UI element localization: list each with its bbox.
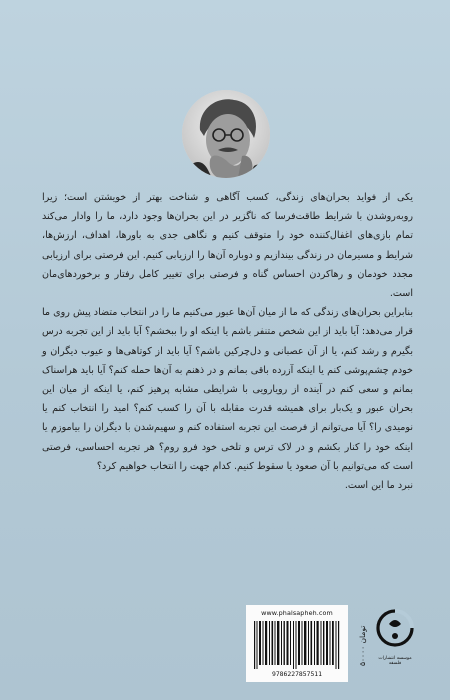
- back-cover-text: [42, 188, 413, 495]
- barcode-box: [246, 605, 348, 682]
- publisher-website: www.phalsapheh.com: [261, 609, 333, 617]
- price-label: ۵۰۰۰۰ تومان: [358, 625, 367, 667]
- publisher-mark: [375, 606, 415, 676]
- paragraph-3: نبرد ما این است.: [344, 480, 413, 492]
- author-portrait: [182, 90, 270, 178]
- paragraph-2: بنابراین بحران‌های زندگی که ما از میان آن‌ها عبور می‌کنیم ما را در انتخاب متضاد پیش روی ما قرار می‌دهد: آیا باید از این شخص متنفر باشم یا اینکه او را ببخشم؟ آیا باید از این تجربه درس بگیرم و رشد کنم، یا از آن عصبانی و دل‌چرکین باشم؟ آیا باید از کوتاهی‌ها و عیوب دیگران و خودم چشم‌پوشی کنم یا اینکه آزرده باقی بمانم و در ذهنم به آن‌ها حمله کنم؟ آیا باید هراسناک بمانم و سعی کنم در آینده از رویارویی با شرایطی مشابه پرهیز کنم، یا اینکه از میان این بحران عبور و یک‌بار برای همیشه قدرت مقابله با آن را کسب کنم؟ امید را انتخاب کنم یا نومیدی را؟ آیا می‌توانم از فرصت این تجربه استفاده کنم و سهیم‌شدن با دیگران را بیاموزم یا اینکه خود را کنار بکشم و در لاک ترس و تلخی خود فرو روم؟ هر تجربه احساسی، فرصتی است که می‌توانیم با آن صعود یا سقوط کنیم. کدام جهت را انتخاب خواهیم کرد؟: [42, 307, 413, 472]
- author-portrait-photo: [182, 90, 270, 178]
- publisher-logo-icon: [375, 606, 415, 652]
- publisher-name: موسسه انتشارات فلسفه: [378, 656, 412, 666]
- paragraph-1: یکی از فواید بحران‌های زندگی، کسب آگاهی و شناخت بهتر از خویشتن است؛ زیرا روبه‌روشدن با شرایط طاقت‌فرسا که ناگزیر در این بحران‌ها وجود دارد، ما را وادار می‌کند تمام بازی‌های اغفال‌کننده خود را متوقف کنیم و نگاهی جدی به باورها، اهداف، ارزش‌ها، شرایط و مسیرمان در زندگی بیندازیم و دوباره آن‌ها را ارزیابی کنیم. این فرصتی برای ارزیابی مجدد خودمان و رهاکردن احساس گناه و فرصتی برای تغییر کامل رفتار و برخوردهای‌مان است.: [42, 192, 413, 300]
- barcode-icon: [252, 621, 342, 669]
- isbn-number: 9786227857511: [271, 670, 323, 678]
